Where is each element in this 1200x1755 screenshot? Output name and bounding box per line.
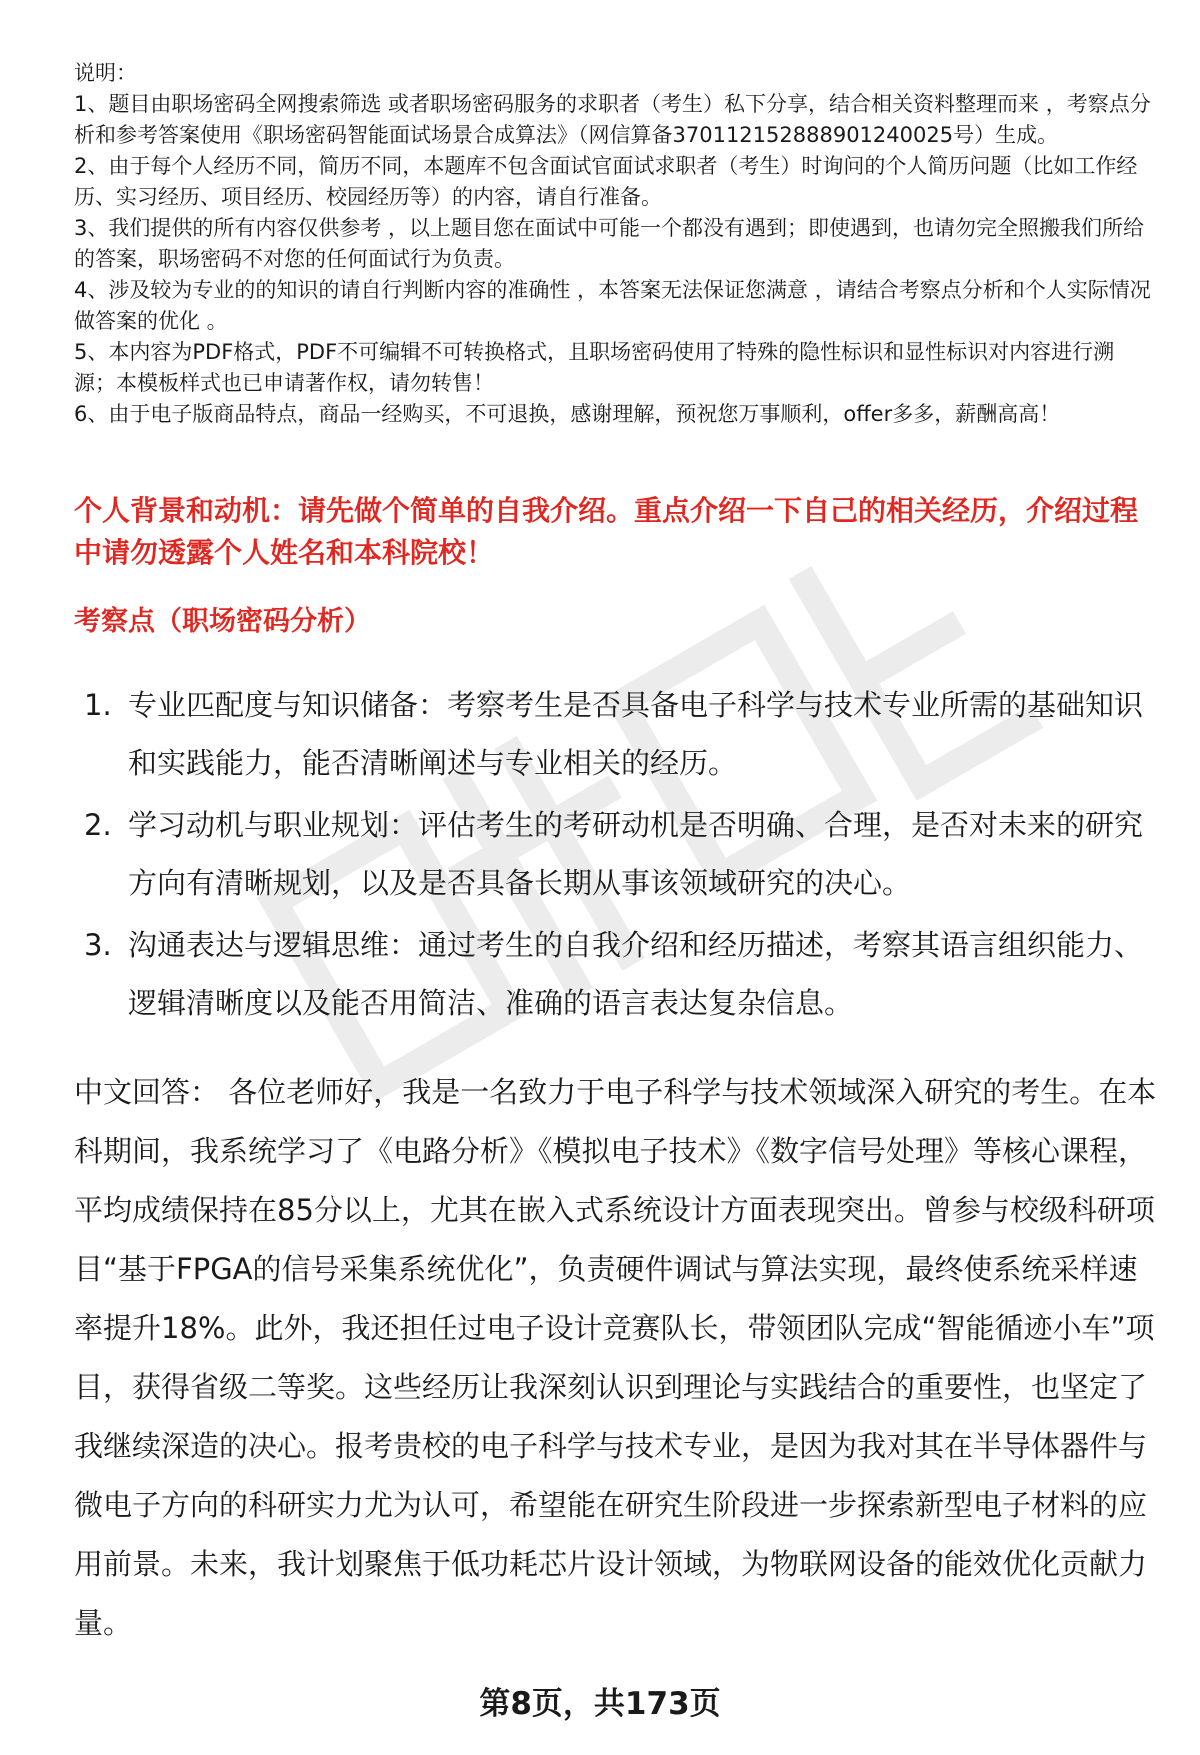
notes-heading: 说明： bbox=[74, 61, 137, 85]
question-heading: 个人背景和动机：请先做个简单的自我介绍。重点介绍一下自己的相关经历，介绍过程中请勿透露个人姓名和本科院校！ bbox=[74, 494, 1139, 569]
list-text: 专业匹配度与知识储备：考察考生是否具备电子科学与技术专业所需的基础知识和实践能力，能否清晰阐述与专业相关的经历。 bbox=[128, 688, 1144, 780]
page-number: 第8页，共173页 bbox=[479, 1686, 721, 1722]
note-item: 2、由于每个人经历不同，简历不同，本题库不包含面试官面试求职者（考生）时询问的个人简历问题（比如工作经历、实习经历、项目经历、校园经历等）的内容，请自行准备。 bbox=[74, 154, 1138, 209]
list-number: 1. bbox=[84, 688, 112, 722]
answer-paragraph bbox=[74, 1063, 1159, 1653]
answer-text: 各位老师好，我是一名致力于电子科学与技术领域深入研究的考生。在本科期间，我系统学习了《电路分析》《模拟电子技术》《数字信号处理》等核心课程，平均成绩保持在85分以上，尤其在嵌入式系统设计方面表现突出。曾参与校级科研项目“基于FPGA的信号采集系统优化”，负责硬件调试与算法实现，最终使系统采样速率提升18%。此外，我还担任过电子设计竞赛队长，带领团队完成“智能循迹小车”项目，获得省级二等奖。这些经历让我深刻认识到理论与实践结合的重要性，也坚定了我继续深造的决心。报考贵校的电子科学与技术专业，是因为我对其在半导体器件与微电子方向的科研实力尤为认可，希望能在研究生阶段进一步探索新型电子材料的应用前景。未来，我计划聚焦于低功耗芯片设计领域，为物联网设备的能效优化贡献力量。 bbox=[74, 1075, 1157, 1640]
list-item bbox=[74, 916, 1154, 1032]
list-number: 3. bbox=[84, 928, 112, 962]
note-item: 6、由于电子版商品特点，商品一经购买，不可退换，感谢理解，预祝您万事顺利，offer多多，薪酬高高！ bbox=[74, 402, 1061, 426]
list-item bbox=[74, 796, 1154, 912]
note-item: 3、我们提供的所有内容仅供参考 ，以上题目您在面试中可能一个都没有遇到；即使遇到，也请勿完全照搬我们所给的答案，职场密码不对您的任何面试行为负责。 bbox=[74, 216, 1145, 271]
list-item bbox=[74, 676, 1154, 792]
answer-label: 中文回答： bbox=[74, 1075, 220, 1109]
note-item: 5、本内容为PDF格式，PDF不可编辑不可转换格式，且职场密码使用了特殊的隐性标识和显性标识对内容进行溯源；本模板样式也已申请著作权，请勿转售！ bbox=[74, 340, 1115, 395]
note-item: 4、涉及较为专业的的知识的请自行判断内容的准确性 ，本答案无法保证您满意 ，请结合考察点分析和个人实际情况做答案的优化 。 bbox=[74, 278, 1151, 333]
list-text: 沟通表达与逻辑思维：通过考生的自我介绍和经历描述，考察其语言组织能力、逻辑清晰度以及能否用简洁、准确的语言表达复杂信息。 bbox=[128, 928, 1144, 1020]
list-text: 学习动机与职业规划：评估考生的考研动机是否明确、合理，是否对未来的研究方向有清晰规划，以及是否具备长期从事该领域研究的决心。 bbox=[128, 808, 1144, 900]
note-item: 1、题目由职场密码全网搜索筛选 或者职场密码服务的求职者（考生）私下分享，结合相关资料整理而来 ，考察点分析和参考答案使用《职场密码智能面试场景合成算法》（网信算备370112152888901240025号）生成。 bbox=[74, 92, 1151, 147]
disclaimer-notes bbox=[74, 58, 1154, 430]
analysis-title: 考察点（职场密码分析） bbox=[74, 606, 371, 637]
analysis-points bbox=[74, 676, 1154, 1036]
list-number: 2. bbox=[84, 808, 112, 842]
